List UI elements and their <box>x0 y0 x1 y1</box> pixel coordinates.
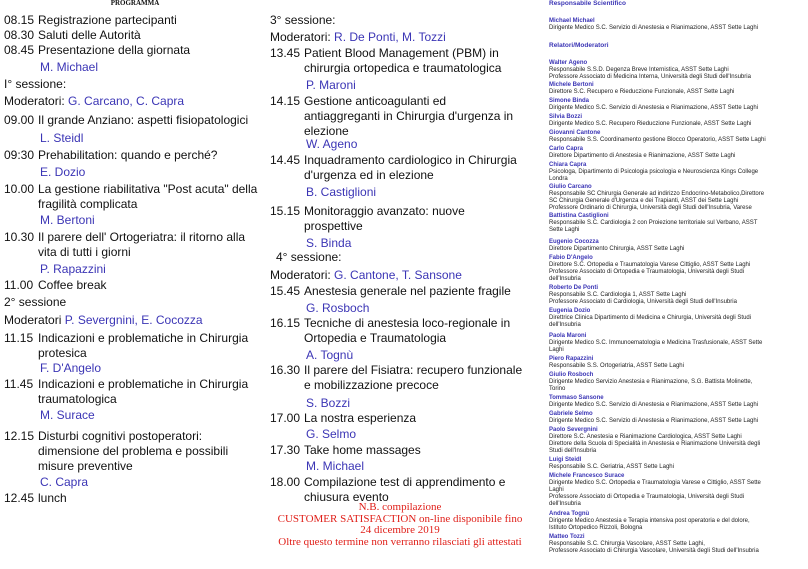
speaker-name: A. Tognù <box>306 348 354 362</box>
session-title: I° sessione: <box>4 77 67 91</box>
faculty-description-line: Torino <box>549 386 566 393</box>
schedule-title: Gestione anticoagulanti ed antiaggreganti in Chirurgia d'urgenza in elezione <box>304 94 514 138</box>
speaker-name: M. Bertoni <box>40 213 95 227</box>
faculty-name: Giulio Rosboch <box>549 372 594 378</box>
schedule-item <box>4 13 266 28</box>
schedule-time: 14.45 <box>270 153 301 167</box>
schedule-title: Indicazioni e problematiche in Chirurgia traumatologica <box>38 377 249 406</box>
moderators-label: Moderatori: <box>270 30 335 44</box>
faculty-description-line: dell'Insubria <box>549 501 581 508</box>
note-line: N.B. compilazione <box>358 501 442 513</box>
schedule-item <box>4 491 266 506</box>
faculty-description-line: Londra <box>549 176 568 183</box>
faculty-description-line: Psicologa, Dipartimento di Psicologia psicologia e Neuroscienza Kings College <box>549 169 759 175</box>
schedule-title: lunch <box>38 491 67 505</box>
schedule-item <box>4 113 266 128</box>
faculty-description <box>549 153 805 160</box>
speaker-name: E. Dozio <box>40 165 86 179</box>
faculty-description-line: Dirigente Medico S.C. Immunoematologia e Medicina Trasfusionale, ASST Sette <box>549 340 763 346</box>
schedule-item <box>270 204 525 234</box>
note-line: 24 dicembre 2019 <box>360 524 440 537</box>
schedule-title: La nostra esperienza <box>304 411 417 425</box>
faculty-description-line: Responsabile S.S. Coordinamento gestione Blocco Operatorio, ASST Sette Laghi <box>549 137 766 143</box>
faculty-description-line: Dirigente Medico S.C. Ortopedia e Traumatologia Varese e Cittiglio, ASST Sette <box>549 480 761 486</box>
faculty-description-line: Responsabile S.S.D. Degenza Breve Internistica, ASST Sette Laghi <box>549 67 729 73</box>
speaker-name: L. Steidl <box>40 131 84 145</box>
faculty-description-line: Professore Associato di Chirurgia Vascolare, Università degli Studi dell'Insubria <box>549 548 759 555</box>
schedule-title: Patient Blood Management (PBM) in chirurgia ortopedica e traumatologica <box>304 46 502 75</box>
speaker-name: W. Ageno <box>306 137 358 151</box>
schedule-time: 15.15 <box>270 204 301 218</box>
faculty-description-line: Istituto Ortopedico Rizzoli, Bologna <box>549 525 643 532</box>
faculty-description-line: Laghi <box>549 487 564 494</box>
schedule-item <box>270 316 525 346</box>
program-column-left <box>4 0 266 505</box>
schedule-title: Presentazione della giornata <box>38 43 191 57</box>
session-title: 4° sessione: <box>276 250 342 264</box>
schedule-time: 16.15 <box>270 316 301 330</box>
schedule-time: 12.45 <box>4 491 35 505</box>
schedule-item <box>4 278 266 293</box>
faculty-description-line: Responsabile SC Chirurgia Generale ad indirizzo Endocrino-Metabolico,Direttore <box>549 191 765 197</box>
faculty-description-line: Responsabile S.C. Chirurgia Vascolare, ASST Sette Laghi, <box>549 541 705 547</box>
faculty-name: Eugenia Dozio <box>549 308 591 314</box>
faculty-description <box>549 363 805 370</box>
schedule-time: 10.00 <box>4 182 35 196</box>
faculty-name: Giovanni Cantone <box>549 130 601 136</box>
schedule-time: 09:30 <box>4 148 35 162</box>
note-line: CUSTOMER SATISFACTION on-line disponibile fino <box>277 512 523 525</box>
speaker-name: S. Binda <box>306 236 352 250</box>
faculty-name: Eugenio Cocozza <box>549 239 599 245</box>
faculty-name: Andrea Tognù <box>549 511 590 517</box>
faculty-description-line: Direttore S.C. Recupero e Rieduczione Funzionale, ASST Sette Laghi <box>549 89 735 95</box>
schedule-title: Anestesia generale nel paziente fragile <box>304 284 511 298</box>
faculty-description <box>549 25 805 32</box>
schedule-time: 18.00 <box>270 475 301 489</box>
schedule-time: 11.45 <box>4 377 34 391</box>
sidebar-section-title: Relatori/Moderatori <box>549 42 609 49</box>
schedule-item <box>270 153 525 183</box>
faculty-description <box>549 541 805 555</box>
moderators-label: Moderatori: <box>4 94 69 108</box>
schedule-item <box>4 429 266 474</box>
moderators-label: Moderatori <box>4 313 65 327</box>
schedule-time: 10.30 <box>4 230 35 244</box>
schedule-item <box>4 182 266 212</box>
faculty-name: Paolo Severgnini <box>549 427 598 433</box>
faculty-description <box>549 518 805 532</box>
session-title: 3° sessione: <box>270 13 336 27</box>
faculty-description-line: Laghi <box>549 347 564 354</box>
faculty-description <box>549 89 805 96</box>
faculty-description-line: Responsabile S.C. Geriatria, ASST Sette Laghi <box>549 464 674 470</box>
schedule-title: Take home massages <box>304 443 421 457</box>
faculty-description <box>549 67 805 81</box>
faculty-description-line: Dirigente Medico Servizio Anestesia e Rianimazione, S.G. Battista Molinette, <box>549 379 753 385</box>
schedule-item <box>270 46 525 76</box>
schedule-item <box>270 94 525 139</box>
faculty-name: Gabriele Selmo <box>549 411 593 417</box>
schedule-time: 11.15 <box>4 331 34 345</box>
faculty-description <box>549 220 805 234</box>
faculty-description-line: SC Chirurgia Generale d'Urgenza e dei Trapianti, ASST dei Sette Laghi <box>549 198 739 205</box>
schedule-time: 11.00 <box>4 278 34 292</box>
faculty-description-line: Direttore S.C. Ortopedia e Traumatologia Varese Cittiglio, ASST Sette Laghi <box>549 262 751 268</box>
faculty-description-line: Direttore Dipartimento Chirurgia, ASST Sette Laghi <box>549 246 685 252</box>
faculty-description-line: Sette Laghi <box>549 227 580 234</box>
faculty-name: Michael Michael <box>549 18 595 24</box>
faculty-description-line: Responsabile S.S. Ortogeriatria, ASST Sette Laghi <box>549 363 684 369</box>
schedule-title: Coffee break <box>38 278 107 292</box>
faculty-description-line: Professore Ordinario di Chirurgia, Università degli Studi dell'Insubria, Varese <box>549 205 752 212</box>
faculty-description-line: Dirigente Medico S.C. Servizio di Anestesia e Rianimazione, ASST Sette Laghi <box>549 25 758 31</box>
faculty-description <box>549 434 805 455</box>
faculty-name: Michele Francesco Surace <box>549 473 625 479</box>
faculty-description <box>549 137 805 144</box>
moderators-names: G. Cantone, T. Sansone <box>334 268 462 282</box>
speaker-name: P. Maroni <box>306 78 356 92</box>
schedule-title: Tecniche di anestesia loco-regionale in Ortopedia e Traumatologia <box>304 316 511 345</box>
schedule-time: 13.45 <box>270 46 301 60</box>
speaker-name: S. Bozzi <box>306 396 351 410</box>
faculty-description <box>549 340 805 354</box>
schedule-title: Inquadramento cardiologico in Chirurgia d'urgenza ed in elezione <box>304 153 517 182</box>
schedule-title: Disturbi cognitivi postoperatori: dimensione del problema e possibili misure preventive <box>38 429 229 473</box>
schedule-item <box>4 43 266 58</box>
faculty-description <box>549 418 805 425</box>
schedule-item <box>270 443 525 458</box>
faculty-name: Michele Bertoni <box>549 82 594 88</box>
faculty-name: Luigi Steidl <box>549 457 582 463</box>
speaker-name: M. Surace <box>40 408 95 422</box>
schedule-item <box>270 411 525 426</box>
faculty-description-line: dell'Insubria <box>549 322 581 329</box>
faculty-description-line: Direttrice Clinica Dipartimento di Medicina e Chirurgia, Università degli Studi <box>549 315 752 321</box>
schedule-title: Il parere dell' Ortogeriatra: il ritorno alla vita di tutti i giorni <box>38 230 246 259</box>
moderators-names: R. De Ponti, M. Tozzi <box>334 30 446 44</box>
faculty-description-line: dell'Insubria <box>549 276 581 283</box>
faculty-description-line: Dirigente Medico Anestesia e Terapia intensiva post operatoria e del dolore, <box>549 518 750 524</box>
faculty-description-line: Professore Associato di Ortopedia e Traumatologia, Università degli Studi <box>549 269 745 276</box>
faculty-name: Piero Rapazzini <box>549 356 594 362</box>
faculty-description-line: Dirigente Medico S.C. Servizio di Anestesia e Rianimazione, ASST Sette Laghi <box>549 105 758 111</box>
faculty-description <box>549 464 805 471</box>
schedule-time: 14.15 <box>270 94 301 108</box>
faculty-name: Matteo Tozzi <box>549 534 585 540</box>
program-header: PROGRAMMA <box>110 0 160 7</box>
moderators-line <box>4 313 266 328</box>
faculty-name: Tommaso Sansone <box>549 395 604 401</box>
sidebar-section-title: Responsabile Scientifico <box>549 0 626 7</box>
schedule-item <box>270 284 525 299</box>
faculty-description <box>549 379 805 393</box>
schedule-time: 16.30 <box>270 363 301 377</box>
faculty-name: Chiara Capra <box>549 162 587 168</box>
schedule-title: La gestione riabilitativa "Post acuta" della fragilità complicata <box>38 182 258 211</box>
faculty-description-line: Direttore Dipartimento di Anestesia e Rianimazione, ASST Sette Laghi <box>549 153 736 159</box>
faculty-name: Battistina Castiglioni <box>549 213 609 219</box>
schedule-item <box>4 28 266 43</box>
faculty-description <box>549 191 805 212</box>
schedule-title: Registrazione partecipanti <box>38 13 177 27</box>
customer-satisfaction-note <box>270 502 530 548</box>
speaker-name: M. Michael <box>306 459 365 473</box>
faculty-description-line: Dirigente Medico S.C. Recupero Rieduczione Funzionale, ASST Sette Laghi <box>549 121 752 127</box>
schedule-item <box>4 230 266 260</box>
faculty-name: Paola Maroni <box>549 333 587 339</box>
schedule-time: 17.30 <box>270 443 301 457</box>
schedule-item <box>4 331 266 361</box>
faculty-name: Silvia Bozzi <box>549 114 583 120</box>
session-title: 2° sessione <box>4 295 67 309</box>
faculty-name: Roberto De Ponti <box>549 285 598 291</box>
faculty-description-line: Direttore S.C. Anestesia e Rianimazione Cardiologica, ASST Sette Laghi <box>549 434 742 440</box>
faculty-name: Walter Ageno <box>549 60 588 66</box>
speaker-name: B. Castiglioni <box>306 185 377 199</box>
schedule-time: 15.45 <box>270 284 301 298</box>
faculty-name: Giulio Carcano <box>549 184 592 190</box>
faculty-name: Simone Binda <box>549 98 590 104</box>
faculty-description <box>549 105 805 112</box>
moderators-line <box>4 94 266 109</box>
faculty-description-line: Professore Associato di Cardiologia, Università degli Studi dell'Insubria <box>549 299 737 306</box>
schedule-title: Indicazioni e problematiche in Chirurgia protesica <box>38 331 249 360</box>
faculty-description-line: Professore Associato di Ortopedia e Traumatologia, Università degli Studi <box>549 494 745 501</box>
faculty-description <box>549 169 805 183</box>
speaker-name: M. Michael <box>40 60 99 74</box>
schedule-time: 08.15 <box>4 13 35 27</box>
schedule-time: 12.15 <box>4 429 35 443</box>
schedule-title: Monitoraggio avanzato: nuove prospettive <box>304 204 465 233</box>
faculty-description <box>549 246 805 253</box>
faculty-description-line: Dirigente Medico S.C. Servizio di Anestesia e Rianimazione, ASST Sette Laghi <box>549 418 758 424</box>
faculty-description-line: Responsabile S.C. Cardiologia 1, ASST Sette Laghi <box>549 292 687 298</box>
moderators-line <box>270 30 525 45</box>
faculty-name: Carlo Capra <box>549 146 584 152</box>
moderators-line <box>270 268 525 283</box>
faculty-description-line: Professore Associato di Medicina Interna, Università degli Studi dell'Insubria <box>549 74 751 81</box>
speaker-name: F. D'Angelo <box>40 361 101 375</box>
schedule-title: Compilazione test di apprendimento e chiusura evento <box>304 475 506 504</box>
schedule-title: Prehabilitation: quando e perché? <box>38 148 218 162</box>
speaker-name: C. Capra <box>40 475 89 489</box>
schedule-time: 17.00 <box>270 411 301 425</box>
faculty-description-line: Dirigente Medico S.C. Servizio di Anestesia e Rianimazione, ASST Sette Laghi <box>549 402 758 408</box>
moderators-names: P. Severgnini, E. Cocozza <box>64 313 203 327</box>
schedule-title: Saluti delle Autorità <box>38 28 141 42</box>
faculty-description-line: Responsabile S.C. Cardiologia 2 con Proiezione territoriale sul Verbano, ASST <box>549 220 758 226</box>
moderators-names: G. Carcano, C. Capra <box>68 94 185 108</box>
schedule-time: 09.00 <box>4 113 35 127</box>
speaker-name: P. Rapazzini <box>40 262 106 276</box>
note-line: Oltre questo termine non verranno rilasciati gli attestati <box>278 535 522 548</box>
schedule-item <box>4 377 266 407</box>
schedule-time: 08.30 <box>4 28 35 42</box>
faculty-description <box>549 292 805 306</box>
faculty-description <box>549 402 805 409</box>
faculty-description <box>549 262 805 283</box>
schedule-item <box>4 148 266 163</box>
faculty-description <box>549 480 805 509</box>
speaker-name: G. Selmo <box>306 427 357 441</box>
moderators-label: Moderatori: <box>270 268 335 282</box>
faculty-name: Fabio D'Angelo <box>549 255 593 261</box>
schedule-title: Il grande Anziano: aspetti fisiopatologici <box>38 113 249 127</box>
faculty-description-line: Studi dell'Insubria <box>549 448 597 455</box>
faculty-description-line: Direttore della Scuola di Specialità in Anestesia e Rianimazione Università degli <box>549 441 761 448</box>
schedule-title: Il parere del Fisiatra: recupero funzionale e mobilizzazione precoce <box>304 363 523 392</box>
faculty-description <box>549 315 805 329</box>
schedule-time: 08.45 <box>4 43 35 57</box>
schedule-item <box>270 363 525 393</box>
faculty-description <box>549 121 805 128</box>
speaker-name: G. Rosboch <box>306 301 370 315</box>
